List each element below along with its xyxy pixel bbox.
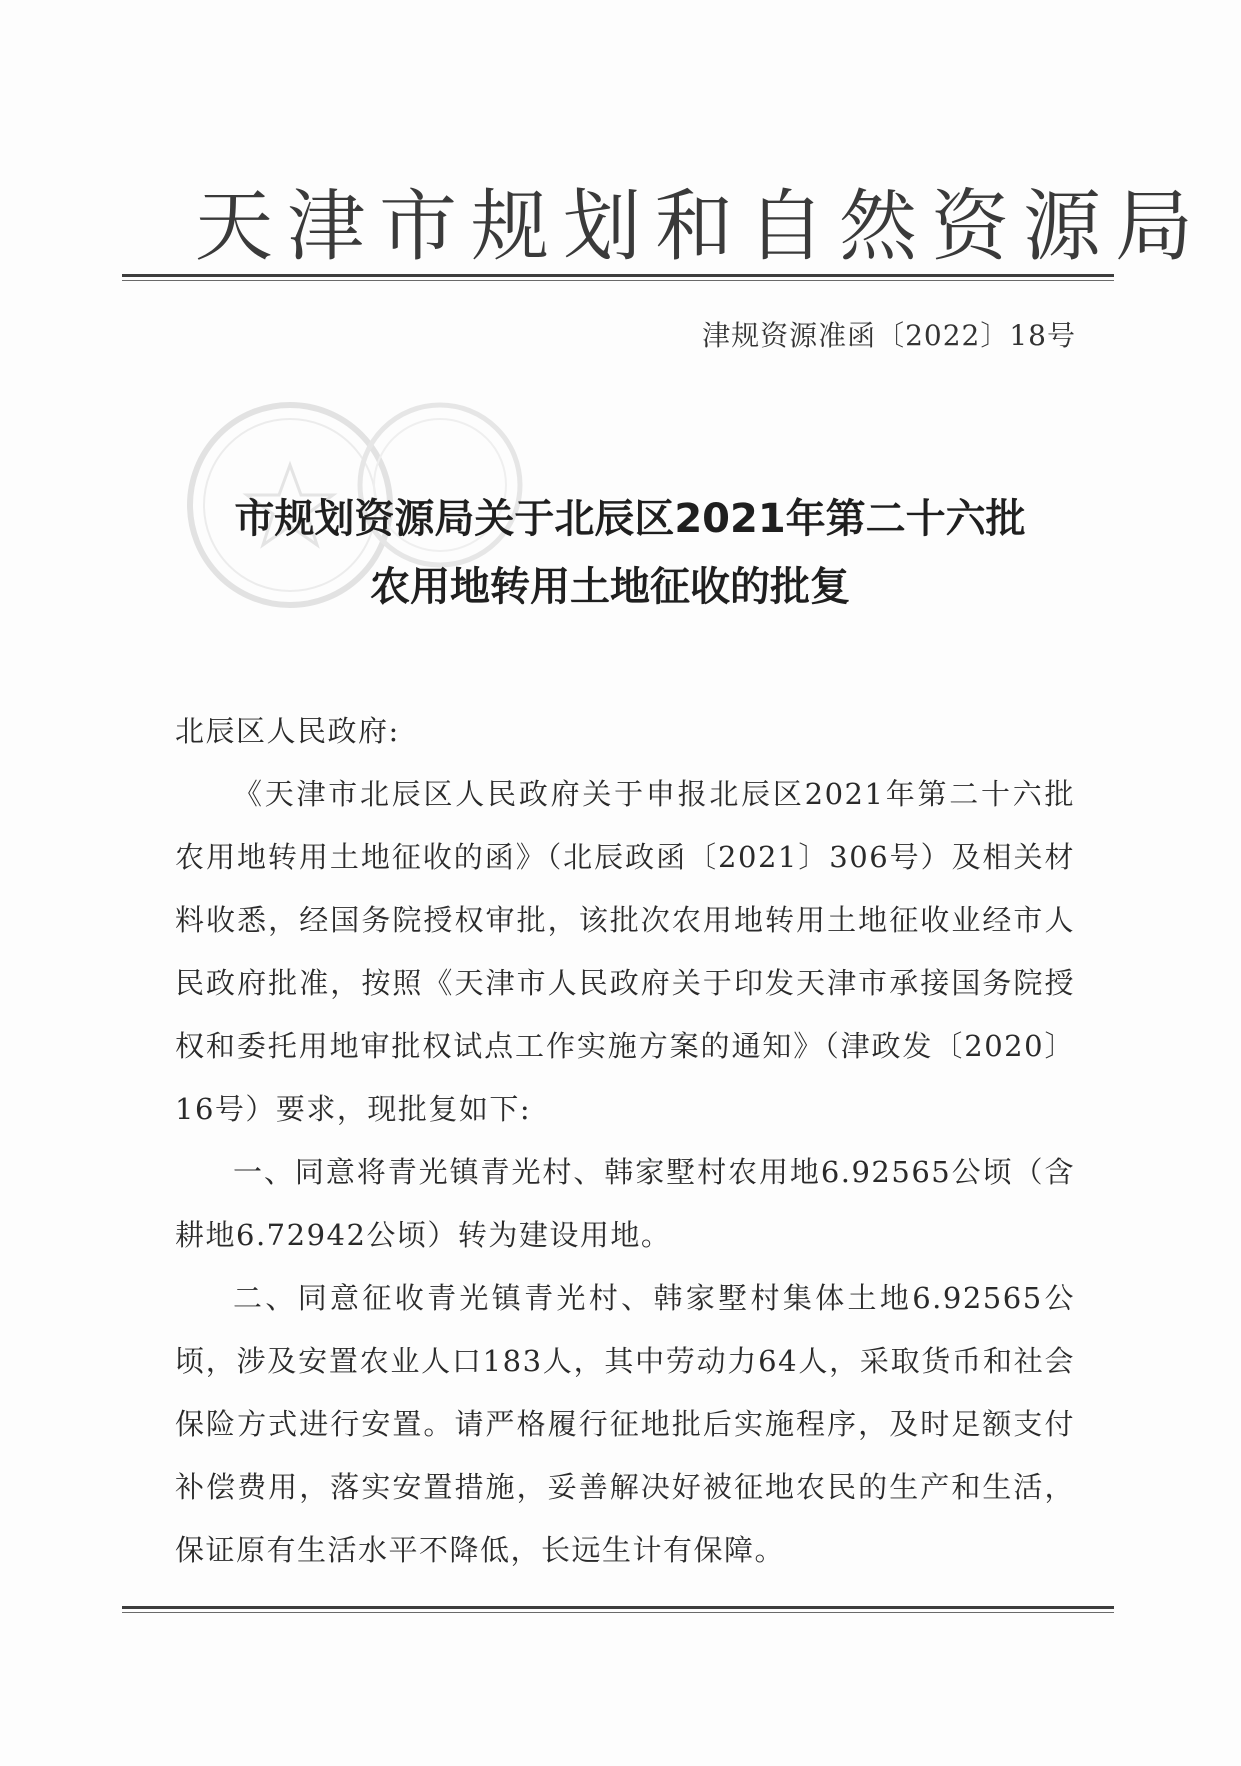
body-paragraph: 二、同意征收青光镇青光村、韩家墅村集体土地6.92565公顷，涉及安置农业人口183人，其中劳动力64人，采取货币和社会保险方式进行安置。请严格履行征地批后实施程序，及时足额支付补偿费用，落实安置措施，妥善解决好被征地农民的生产和生活，保证原有生活水平不降低，长远生计有保障。 <box>175 1281 1075 1567</box>
document-title-line1: 市规划资源局关于北辰区2021年第二十六批 <box>234 496 1026 542</box>
letterhead-rule-thin <box>122 280 1114 281</box>
document-number: 津规资源准函〔2022〕18号 <box>702 319 1076 352</box>
document-title <box>180 485 1080 621</box>
footer-rule-thin <box>122 1612 1114 1613</box>
document-title-line2: 农用地转用土地征收的批复 <box>370 564 850 610</box>
letterhead-organization: 天津市规划和自然资源局 <box>195 182 1208 272</box>
body-paragraph: 一、同意将青光镇青光村、韩家墅村农用地6.92565公顷（含耕地6.72942公顷）转为建设用地。 <box>175 1155 1075 1252</box>
footer-rule-thick <box>122 1606 1114 1609</box>
salutation: 北辰区人民政府: <box>175 714 400 748</box>
document-body <box>175 700 1075 1582</box>
body-paragraph: 《天津市北辰区人民政府关于申报北辰区2021年第二十六批农用地转用土地征收的函》（北辰政函〔2021〕306号）及相关材料收悉，经国务院授权审批，该批次农用地转用土地征收业经市人民政府批准，按照《天津市人民政府关于印发天津市承接国务院授权和委托用地审批权试点工作实施方案的通知》（津政发〔2020〕16号）要求，现批复如下: <box>175 777 1075 1126</box>
letterhead-rule-thick <box>122 274 1114 277</box>
